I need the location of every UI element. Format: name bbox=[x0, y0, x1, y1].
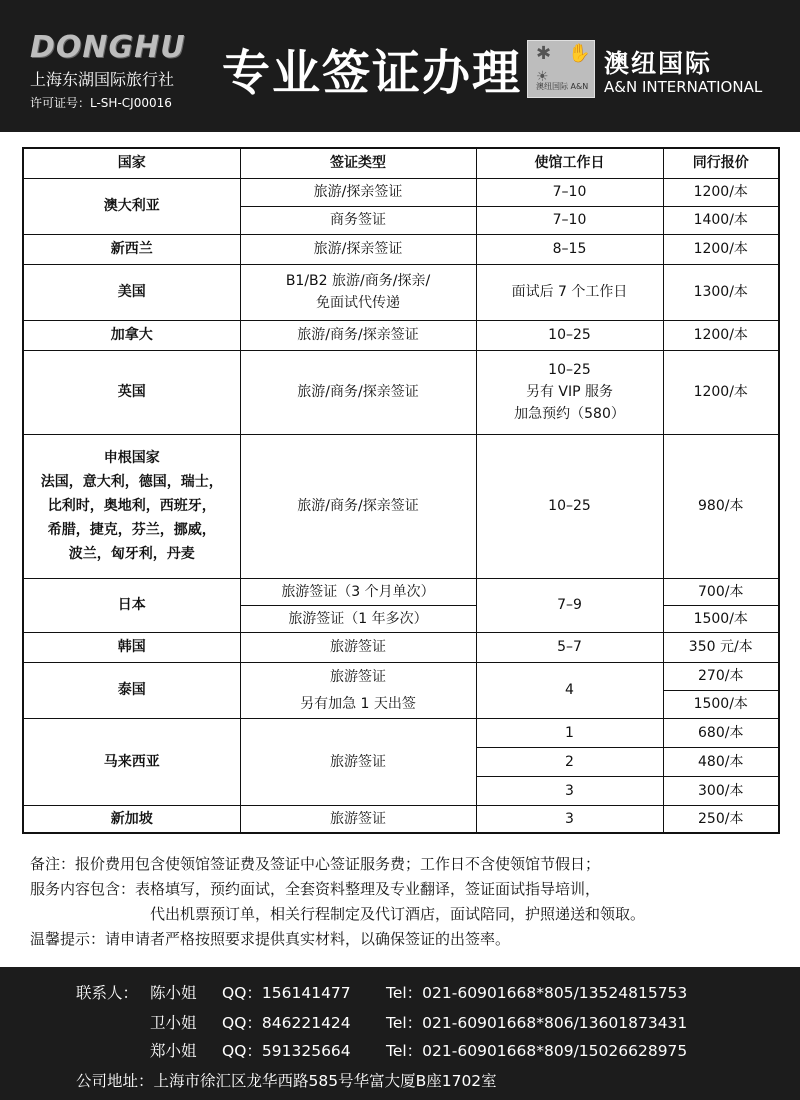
price: 1300/本 bbox=[663, 264, 779, 320]
contact-tel: Tel：021-60901668*806/13601873431 bbox=[386, 1014, 688, 1032]
contact-name: 卫小姐 bbox=[150, 1014, 197, 1032]
country-line: 申根国家 bbox=[103, 450, 160, 466]
workdays-line: 10–25 bbox=[548, 362, 591, 378]
price: 480/本 bbox=[663, 747, 779, 776]
visa-type: 旅游/探亲签证 bbox=[240, 178, 476, 206]
country-australia: 澳大利亚 bbox=[23, 178, 240, 234]
price: 680/本 bbox=[663, 718, 779, 747]
country-line: 波兰，匈牙利，丹麦 bbox=[68, 546, 195, 562]
header-country: 国家 bbox=[23, 148, 240, 178]
table-row bbox=[23, 718, 779, 747]
table-row bbox=[23, 178, 779, 206]
country-singapore: 新加坡 bbox=[23, 805, 240, 833]
workdays: 8–15 bbox=[476, 234, 663, 264]
price: 1500/本 bbox=[663, 605, 779, 632]
country-thailand: 泰国 bbox=[23, 662, 240, 718]
workdays: 10–25 bbox=[476, 320, 663, 350]
price: 1200/本 bbox=[663, 350, 779, 434]
table-row bbox=[23, 234, 779, 264]
hand-icon: ✋ bbox=[568, 43, 591, 64]
workdays: 5–7 bbox=[476, 632, 663, 662]
country-schengen bbox=[23, 434, 240, 578]
workdays: 3 bbox=[476, 776, 663, 805]
table-row bbox=[23, 350, 779, 434]
visa-type-line: 另有加急 1 天出签 bbox=[300, 695, 416, 712]
table-row bbox=[23, 434, 779, 578]
workdays: 10–25 bbox=[476, 434, 663, 578]
visa-type: 旅游/探亲签证 bbox=[240, 234, 476, 264]
country-malaysia: 马来西亚 bbox=[23, 718, 240, 805]
workdays: 1 bbox=[476, 718, 663, 747]
service-text-cont: 代出机票预订单，相关行程制定及代订酒店，面试陪同，护照递送和领取。 bbox=[150, 905, 646, 923]
workdays-line: 加急预约（580） bbox=[514, 406, 625, 422]
country-uk: 英国 bbox=[23, 350, 240, 434]
donghu-logo bbox=[30, 30, 200, 111]
table-row bbox=[23, 578, 779, 605]
header-price: 同行报价 bbox=[663, 148, 779, 178]
sun-icon: ☀ bbox=[536, 69, 549, 85]
visa-type-line: 旅游签证 bbox=[330, 668, 386, 685]
visa-type-line: B1/B2 旅游/商务/探亲/ bbox=[285, 273, 431, 289]
header-banner bbox=[0, 0, 800, 132]
header-workdays: 使馆工作日 bbox=[476, 148, 663, 178]
price: 270/本 bbox=[663, 662, 779, 690]
logo-wordmark: DONGHU bbox=[30, 30, 186, 65]
table-row bbox=[23, 632, 779, 662]
partner-logo-text: 澳纽国际 A&N bbox=[536, 82, 589, 91]
contact-name: 郑小姐 bbox=[150, 1042, 197, 1060]
visa-type bbox=[240, 662, 476, 718]
visa-price-table bbox=[22, 147, 778, 834]
service-text: 服务内容包含：表格填写，预约面试，全套资料整理及专业翻译，签证面试指导培训， bbox=[30, 880, 601, 898]
table-row bbox=[23, 264, 779, 320]
header-visa-type: 签证类型 bbox=[240, 148, 476, 178]
contact-qq: QQ：846221424 bbox=[222, 1014, 351, 1032]
country-new-zealand: 新西兰 bbox=[23, 234, 240, 264]
visa-type-line: 免面试代传递 bbox=[316, 295, 400, 311]
workdays: 2 bbox=[476, 747, 663, 776]
contact-tel: Tel：021-60901668*809/15026628975 bbox=[386, 1042, 688, 1060]
price: 350 元/本 bbox=[663, 632, 779, 662]
price: 980/本 bbox=[663, 434, 779, 578]
workdays: 7–9 bbox=[476, 578, 663, 632]
table-row bbox=[23, 805, 779, 833]
partner-name-en: A&N INTERNATIONAL bbox=[604, 78, 763, 96]
visa-type: 旅游/商务/探亲签证 bbox=[240, 320, 476, 350]
country-line: 法国，意大利，德国，瑞士， bbox=[40, 474, 223, 490]
partner-name-cn: 澳纽国际 bbox=[604, 49, 713, 78]
contact-qq: QQ：591325664 bbox=[222, 1042, 351, 1060]
visa-type: 旅游签证（1 年多次） bbox=[240, 605, 476, 632]
visa-type: 旅游签证 bbox=[240, 718, 476, 805]
workdays: 4 bbox=[476, 662, 663, 718]
table-row bbox=[23, 662, 779, 690]
contact-qq: QQ：156141477 bbox=[222, 984, 351, 1002]
country-korea: 韩国 bbox=[23, 632, 240, 662]
contact-footer bbox=[0, 967, 800, 1100]
contact-tel: Tel：021-60901668*805/13524815753 bbox=[386, 984, 688, 1002]
agency-name: 上海东湖国际旅行社 bbox=[30, 70, 175, 89]
table-header-row bbox=[23, 148, 779, 178]
country-line: 希腊，捷克，芬兰，挪威， bbox=[47, 522, 216, 538]
workdays: 面试后 7 个工作日 bbox=[476, 264, 663, 320]
figure-icon: ✱ bbox=[536, 43, 552, 64]
workdays bbox=[476, 350, 663, 434]
visa-type: 旅游签证 bbox=[240, 805, 476, 833]
company-address: 公司地址：上海市徐汇区龙华西路585号华富大厦B座1702室 bbox=[76, 1072, 497, 1090]
tip-text: 温馨提示：请申请者严格按照要求提供真实材料，以确保签证的出签率。 bbox=[30, 930, 511, 948]
remark-text: 备注：报价费用包含使领馆签证费及签证中心签证服务费；工作日不含使领馆节假日； bbox=[30, 855, 601, 873]
price: 1400/本 bbox=[663, 206, 779, 234]
price: 250/本 bbox=[663, 805, 779, 833]
visa-type bbox=[240, 264, 476, 320]
workdays: 3 bbox=[476, 805, 663, 833]
visa-type: 旅游签证（3 个月单次） bbox=[240, 578, 476, 605]
visa-type: 旅游/商务/探亲签证 bbox=[240, 350, 476, 434]
partner-logo-icon bbox=[527, 40, 595, 98]
price: 300/本 bbox=[663, 776, 779, 805]
visa-type: 商务签证 bbox=[240, 206, 476, 234]
contact-name: 陈小姐 bbox=[150, 984, 197, 1002]
price: 1200/本 bbox=[663, 320, 779, 350]
price: 1200/本 bbox=[663, 178, 779, 206]
country-canada: 加拿大 bbox=[23, 320, 240, 350]
country-usa: 美国 bbox=[23, 264, 240, 320]
country-japan: 日本 bbox=[23, 578, 240, 632]
workdays-line: 另有 VIP 服务 bbox=[525, 384, 614, 400]
page-title: 专业签证办理 bbox=[222, 45, 523, 101]
license-number: 许可证号：L-SH-CJ00016 bbox=[30, 96, 172, 110]
visa-type: 旅游签证 bbox=[240, 632, 476, 662]
country-line: 比利时，奥地利，西班牙， bbox=[47, 498, 216, 514]
contact-label: 联系人： bbox=[76, 984, 139, 1002]
table-row bbox=[23, 320, 779, 350]
price: 700/本 bbox=[663, 578, 779, 605]
workdays: 7–10 bbox=[476, 178, 663, 206]
price: 1500/本 bbox=[663, 690, 779, 718]
notes-section bbox=[30, 852, 780, 952]
visa-type: 旅游/商务/探亲签证 bbox=[240, 434, 476, 578]
workdays: 7–10 bbox=[476, 206, 663, 234]
price: 1200/本 bbox=[663, 234, 779, 264]
